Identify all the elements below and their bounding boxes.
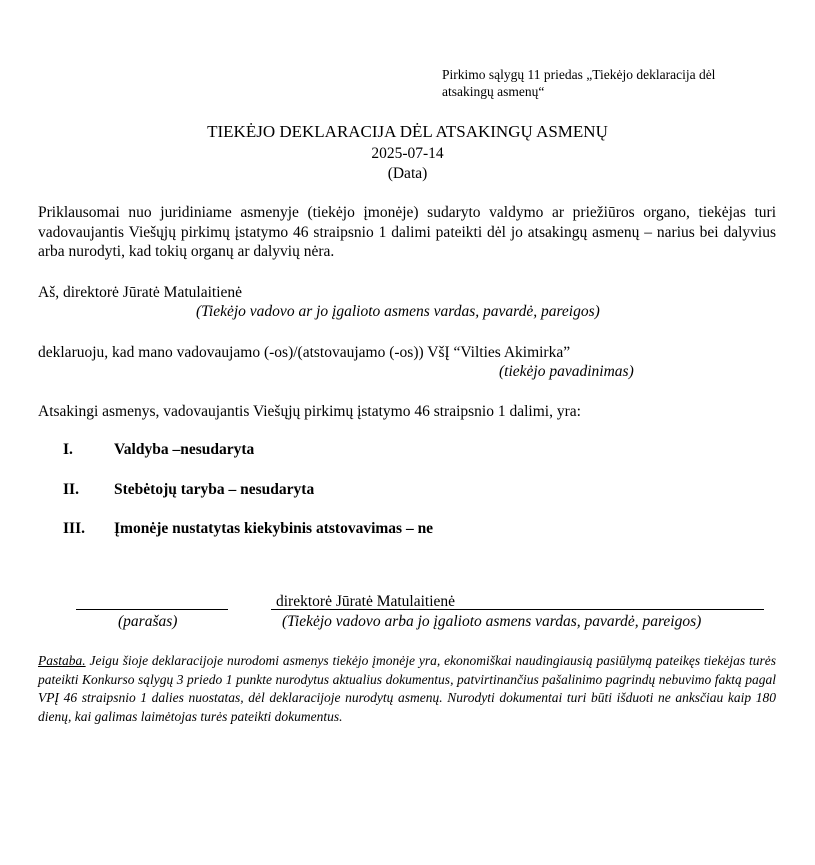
declarant-caption: (Tiekėjo vadovo ar jo įgalioto asmens vardas, pavardė, pareigos): [196, 303, 600, 320]
responsible-intro: Atsakingi asmenys, vadovaujantis Viešųjų pirkimų įstatymo 46 straipsnio 1 dalimi, yra:: [38, 403, 581, 420]
note-paragraph: [38, 652, 776, 726]
signature-caption: (parašas): [118, 613, 178, 630]
item-number: III.: [63, 520, 85, 537]
signature-line: [76, 609, 228, 610]
document-title: TIEKĖJO DEKLARACIJA DĖL ATSAKINGŲ ASMENŲ: [207, 122, 608, 141]
note-label: Pastaba.: [38, 653, 86, 668]
signer-name: direktorė Jūratė Matulaitienė: [276, 593, 456, 610]
supplier-caption: (tiekėjo pavadinimas): [499, 363, 634, 380]
declarant-line: Aš, direktorė Jūratė Matulaitienė: [38, 284, 243, 301]
item-text: Valdyba –nesudaryta: [114, 441, 255, 458]
item-number: I.: [63, 441, 73, 458]
item-text: Stebėtojų taryba – nesudaryta: [114, 481, 315, 498]
annex-line-2: atsakingų asmenų“: [442, 84, 545, 99]
item-number: II.: [63, 481, 79, 498]
annex-reference: [442, 66, 772, 100]
document-date: 2025-07-14: [371, 145, 444, 162]
date-label: (Data): [387, 165, 428, 182]
note-text: Jeigu šioje deklaracijoje nurodomi asmenys tiekėjo įmonėje yra, ekonomiškai naudingiausią pasiūlymą pateikęs tiekėjas turės pateikti Konkurso sąlygų 3 priedo 1 punkte nurodytus aktualius dokumentus, patvirtinančius pašalinimo pagrindų nebuvimo faktą pagal VPĮ 46 straipsnio 1 dalies nuostatas, dėl deklaracijoje nurodytų asmenų. Nurodyti dokumentai turi būti išduoti ne anksčiau kaip 180 dienų, kai galimas laimėtojas turės pateikti dokumentus.: [38, 653, 777, 724]
name-line: [271, 609, 764, 610]
supplier-line: deklaruoju, kad mano vadovaujamo (-os)/(atstovaujamo (-os)) VšĮ “Vilties Akimirka”: [38, 344, 571, 361]
intro-paragraph: Priklausomai nuo juridiniame asmenyje (tiekėjo įmonėje) sudaryto valdymo ar priežiūros organo, tiekėjas turi vadovaujantis Viešųjų pirkimų įstatymo 46 straipsnio 1 dalimi pateikti dėl jo atsakingų asmenų – narius bei dalyvius arba nurodyti, kad tokių organų ar dalyvių nėra.: [38, 204, 776, 260]
annex-line-1: Pirkimo sąlygų 11 priedas „Tiekėjo deklaracija dėl: [442, 67, 716, 82]
name-caption: (Tiekėjo vadovo arba jo įgalioto asmens vardas, pavardė, pareigos): [282, 613, 702, 630]
item-text: Įmonėje nustatytas kiekybinis atstovavimas – ne: [114, 520, 434, 537]
